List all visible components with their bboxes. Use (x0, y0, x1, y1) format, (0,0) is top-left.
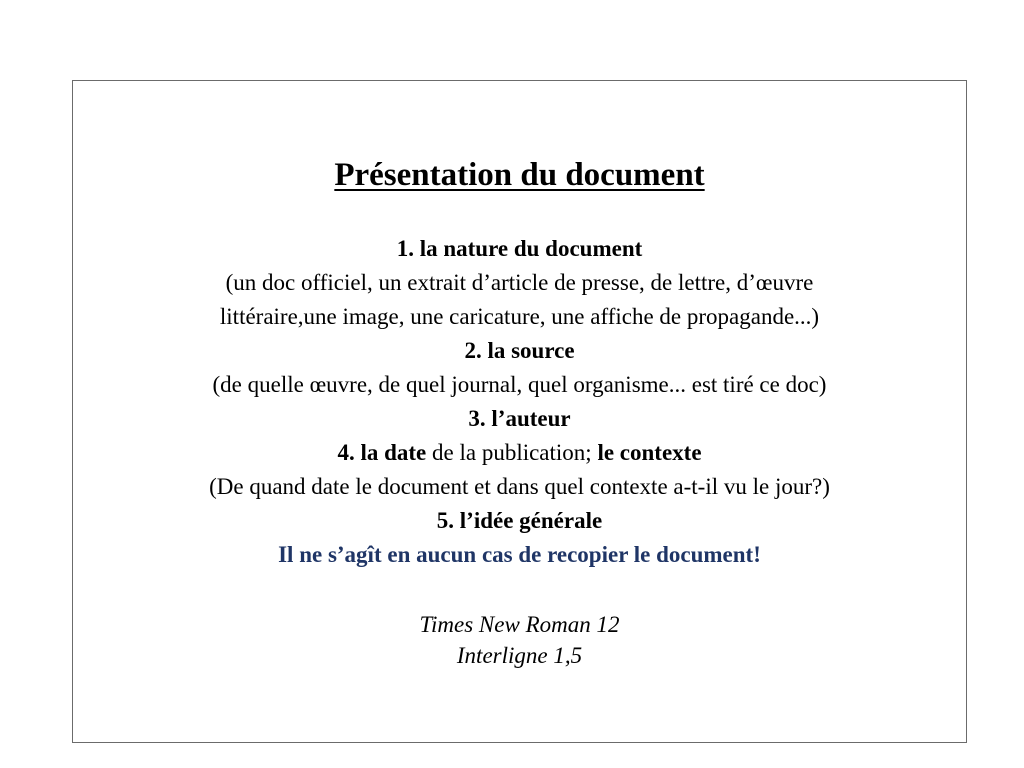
slide-frame (72, 80, 967, 743)
spacing-instruction: Interligne 1,5 (456, 643, 583, 668)
item-date-middle: de la publication; (426, 440, 598, 465)
font-instruction: Times New Roman 12 (419, 612, 620, 637)
formatting-instructions (73, 609, 966, 671)
item-nature-description-1: (un doc officiel, un extrait d’article de presse, de lettre, d’œuvre (225, 270, 814, 295)
item-date-line (73, 436, 966, 470)
item-date-description: (De quand date le document et dans quel contexte a-t-il vu le jour?) (209, 474, 830, 499)
item-idea-heading: 5. l’idée générale (436, 508, 603, 533)
item-nature-heading: 1. la nature du document (396, 236, 643, 261)
slide-title-text: Présentation du document (334, 157, 705, 193)
slide-title (73, 153, 966, 197)
item-context-label: le contexte (597, 440, 702, 465)
item-source-heading: 2. la source (464, 338, 575, 363)
item-author-heading: 3. l’auteur (468, 406, 571, 431)
item-source-description: (de quelle œuvre, de quel journal, quel organisme... est tiré ce doc) (212, 372, 827, 397)
instructions-list (73, 232, 966, 572)
item-nature-description-2: littéraire,une image, une caricature, une affiche de propagande...) (219, 304, 820, 329)
item-date-label: 4. la date (337, 440, 427, 465)
warning-text: Il ne s’agît en aucun cas de recopier le document! (278, 542, 761, 567)
